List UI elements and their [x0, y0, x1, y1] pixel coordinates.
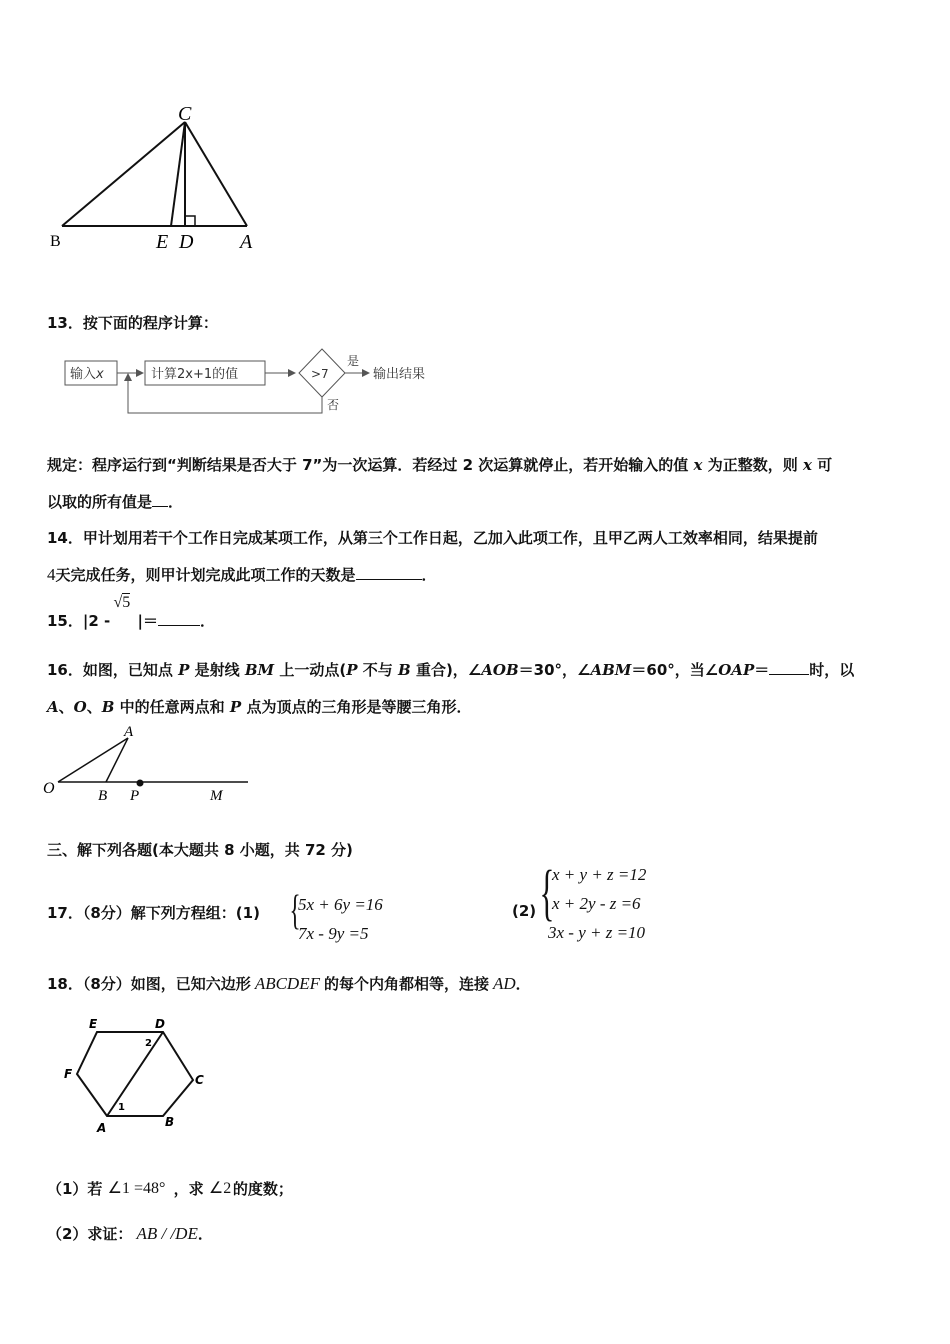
- sys1-eq1: 5x + 6y =16: [298, 895, 383, 914]
- label-f: F: [64, 1067, 73, 1081]
- brace-2: {: [539, 859, 555, 927]
- label-c: C: [195, 1073, 204, 1087]
- answer-blank: [356, 565, 422, 580]
- q13-rule-line1: 规定：程序运行到“判断结果是否大于 7”为一次运算．若经过 2 次运算就停止，若开始输入的值 x 为正整数，则 x 可: [47, 456, 833, 474]
- segment-ce: [171, 122, 185, 226]
- side-ca: [185, 122, 247, 226]
- answer-blank: [158, 611, 200, 626]
- angle-1: 1: [118, 1102, 125, 1113]
- triangle-figure: [40, 100, 280, 260]
- answer-blank: [152, 492, 168, 507]
- sys2-eq2: x + 2y - z =6: [552, 894, 641, 913]
- no-label: 否: [327, 398, 340, 412]
- flowchart: [55, 343, 455, 423]
- hexagon-figure: [55, 1010, 215, 1140]
- side-bc: [62, 122, 185, 226]
- section3-title: 三、解下列各题(本大题共 8 小题，共 72 分): [47, 841, 353, 859]
- sqrt-expr: √5: [113, 594, 131, 611]
- q16-line2: A、O、B 中的任意两点和 P 点为顶点的三角形是等腰三角形．: [47, 698, 472, 716]
- q16-line1: 16．如图，已知点 P 是射线 BM 上一动点(P 不与 B 重合)，∠AOB＝30°，∠ABM＝60°，当∠OAP＝ 时，以: [47, 661, 855, 679]
- q18-part1: （1）若 ∠1 =48° ，求 ∠2 的度数；: [47, 1180, 293, 1198]
- label-b: B: [50, 233, 61, 250]
- ray-figure: [40, 722, 255, 807]
- q14-line1: 14．甲计划用若干个工作日完成某项工作，从第三个工作日起，乙加入此项工作，且甲乙两人工效率相同，结果提前: [47, 529, 818, 547]
- label-c: C: [178, 103, 192, 125]
- q17-label2: (2): [512, 902, 537, 920]
- angle-2: 2: [145, 1038, 152, 1049]
- q14-line2: 4天完成任务，则甲计划完成此项工作的天数是 ．: [47, 565, 437, 584]
- sys1-eq2: 7x - 9y =5: [298, 924, 369, 943]
- q15: 15．|2 - √5 |＝ ．: [47, 594, 215, 630]
- label-b: B: [165, 1115, 175, 1129]
- output-label: 输出结果: [373, 367, 426, 382]
- label-e: E: [156, 231, 169, 253]
- point-p: [137, 780, 144, 787]
- yes-label: 是: [347, 354, 360, 368]
- label-e: E: [89, 1017, 98, 1031]
- label-a: A: [240, 231, 253, 253]
- q17-label: 17．（8分）解下列方程组：(1): [47, 904, 260, 922]
- label-m: M: [210, 788, 223, 804]
- q18-line: 18．（8分）如图，已知六边形 ABCDEF 的每个内角都相等，连接 AD．: [47, 974, 531, 993]
- sys2-eq1: x + y + z =12: [552, 865, 647, 884]
- q13-title: 13．按下面的程序计算：: [47, 314, 218, 332]
- label-a: A: [97, 1121, 107, 1135]
- judge-label: >7: [311, 367, 329, 381]
- sys2-eq3: 3x - y + z =10: [548, 923, 646, 942]
- label-b: B: [98, 788, 108, 804]
- label-a: A: [124, 724, 134, 740]
- answer-blank: [769, 660, 809, 675]
- q18-part2: （2）求证： AB / /DE．: [47, 1224, 213, 1243]
- input-label: 输入x: [70, 367, 104, 382]
- diagonal-ad: [107, 1032, 163, 1116]
- label-o: O: [43, 780, 55, 797]
- right-angle-mark: [185, 216, 195, 226]
- label-d: D: [179, 231, 194, 253]
- label-p: P: [130, 788, 140, 804]
- q13-rule-line2: 以取的所有值是 ．: [47, 493, 184, 511]
- brace-1: {: [289, 888, 301, 934]
- label-d: D: [155, 1017, 165, 1031]
- compute-label: 计算2x+1的值: [151, 367, 239, 382]
